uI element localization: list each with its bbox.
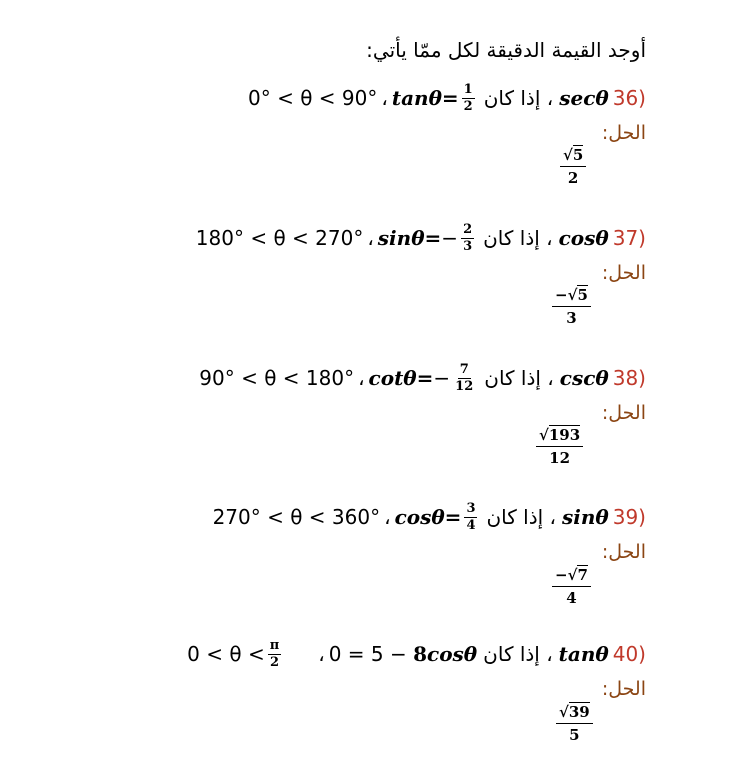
condition-text: ، إذا كان [483,86,554,110]
problem-38-statement: 38) cscθ ، إذا كان $\frac{7}{12}$ − cotθ= ، 90° < θ < 180° [199,361,646,394]
problem-36-statement: 36) secθ ، إذا كان $\frac{1}{2}$ tanθ= ، 0° < θ < 90° [248,81,646,114]
condition-text: ، إذا كان [483,226,553,250]
condition-text: ، إذا كان [483,642,553,666]
given-sign: − [441,226,459,250]
given-fraction: $\frac{1}{2}$ [463,81,473,114]
given-expression: cosθ= [394,505,462,529]
solution-label: الحل: [601,678,646,700]
given-sign: − [433,366,451,390]
given-expression: tanθ= [391,86,459,110]
problem-number: 36) [612,86,646,110]
target-function: cscθ [559,366,609,390]
angle-range: 270° < θ < 360° [212,505,381,529]
answer-fraction: √193 12 [536,426,583,467]
solution-label: الحل: [601,262,646,284]
angle-range: 90° < θ < 180° [199,366,355,390]
problem-39-statement: 39) sinθ ، إذا كان $\frac{3}{4}$ cosθ= ، 270° < θ < 360° [212,500,646,533]
given-equation: 0 = 5 − 8cosθ [328,642,478,666]
solution-label: الحل: [601,541,646,563]
answer-fraction: −√5 3 [552,286,591,327]
solution-label: الحل: [601,402,646,424]
page-title: أوجد القيمة الدقيقة لكل ممّا يأتي: [366,38,646,62]
angle-range: 180° < θ < 270° [195,226,364,250]
target-function: secθ [559,86,609,110]
condition-text: ، إذا كان [486,505,556,529]
problem-40-statement: 40) tanθ ، إذا كان 0 = 5 − 8cosθ ، $\frac{\pi}{2}$ 0 < θ < [187,637,646,670]
problem-number: 39) [612,505,646,529]
problem-37-statement: 37) cosθ ، إذا كان $\frac{2}{3}$ − sinθ= ، 180° < θ < 270° [195,221,646,254]
given-fraction: $\frac{7}{12}$ [455,361,474,394]
answer-fraction: √39 5 [556,703,593,744]
condition-text: ، إذا كان [484,366,554,390]
answer-fraction: −√7 4 [552,566,591,607]
target-function: cosθ [558,226,609,250]
solution-label: الحل: [601,122,646,144]
angle-range: 0° < θ < 90° [248,86,378,110]
target-function: sinθ [561,505,609,529]
answer-fraction: √5 2 [560,146,586,187]
target-function: tanθ [558,642,609,666]
given-expression: sinθ= [377,226,442,250]
given-fraction: $\frac{2}{3}$ [463,221,473,254]
problem-number: 37) [612,226,646,250]
problem-number: 40) [612,642,646,666]
angle-range: 0 < θ < [187,642,265,666]
given-fraction: $\frac{3}{4}$ [466,500,476,533]
problem-number: 38) [612,366,646,390]
range-fraction: $\frac{\pi}{2}$ [269,637,280,670]
given-expression: cotθ= [368,366,434,390]
